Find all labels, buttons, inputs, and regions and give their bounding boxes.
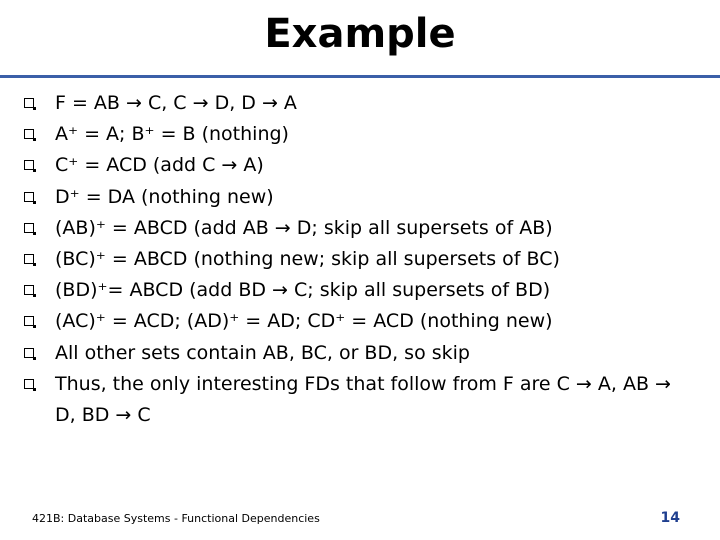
square-bullet-icon <box>24 129 34 139</box>
square-bullet-icon <box>24 254 34 264</box>
square-bullet-icon <box>24 316 34 326</box>
slide-footer: 421B: Database Systems - Functional Dependencies <box>32 512 320 525</box>
bullet-text: (BD)⁺= ABCD (add BD → C; skip all supersets of BD) <box>55 279 551 302</box>
square-bullet-icon <box>24 285 34 295</box>
list-item <box>0 182 720 213</box>
square-bullet-icon <box>24 98 34 108</box>
square-bullet-icon <box>24 192 34 202</box>
list-item <box>0 119 720 150</box>
list-item <box>0 275 720 306</box>
list-item <box>0 88 720 119</box>
bullet-list <box>0 88 720 431</box>
bullet-text: C⁺ = ACD (add C → A) <box>55 154 264 177</box>
bullet-text: (BC)⁺ = ABCD (nothing new; skip all supersets of BC) <box>55 248 560 271</box>
bullet-text: D⁺ = DA (nothing new) <box>55 185 274 208</box>
bullet-text: F = AB → C, C → D, D → A <box>55 92 297 114</box>
bullet-text: Thus, the only interesting FDs that follow from F are C → A, AB → D, BD → C <box>55 372 671 427</box>
slide-title: Example <box>264 11 456 57</box>
title-divider <box>0 75 720 78</box>
bullet-text: A⁺ = A; B⁺ = B (nothing) <box>55 123 289 146</box>
list-item <box>0 150 720 181</box>
list-item <box>0 213 720 244</box>
square-bullet-icon <box>24 379 34 389</box>
square-bullet-icon <box>24 160 34 170</box>
bullet-text: All other sets contain AB, BC, or BD, so skip <box>55 341 470 364</box>
square-bullet-icon <box>24 223 34 233</box>
list-item <box>0 244 720 275</box>
bullet-text: (AB)⁺ = ABCD (add AB → D; skip all supersets of AB) <box>55 216 553 239</box>
square-bullet-icon <box>24 348 34 358</box>
page-number: 14 <box>660 510 680 526</box>
list-item <box>0 369 720 431</box>
bullet-text: (AC)⁺ = ACD; (AD)⁺ = AD; CD⁺ = ACD (nothing new) <box>55 310 553 333</box>
list-item <box>0 338 720 369</box>
list-item <box>0 306 720 337</box>
